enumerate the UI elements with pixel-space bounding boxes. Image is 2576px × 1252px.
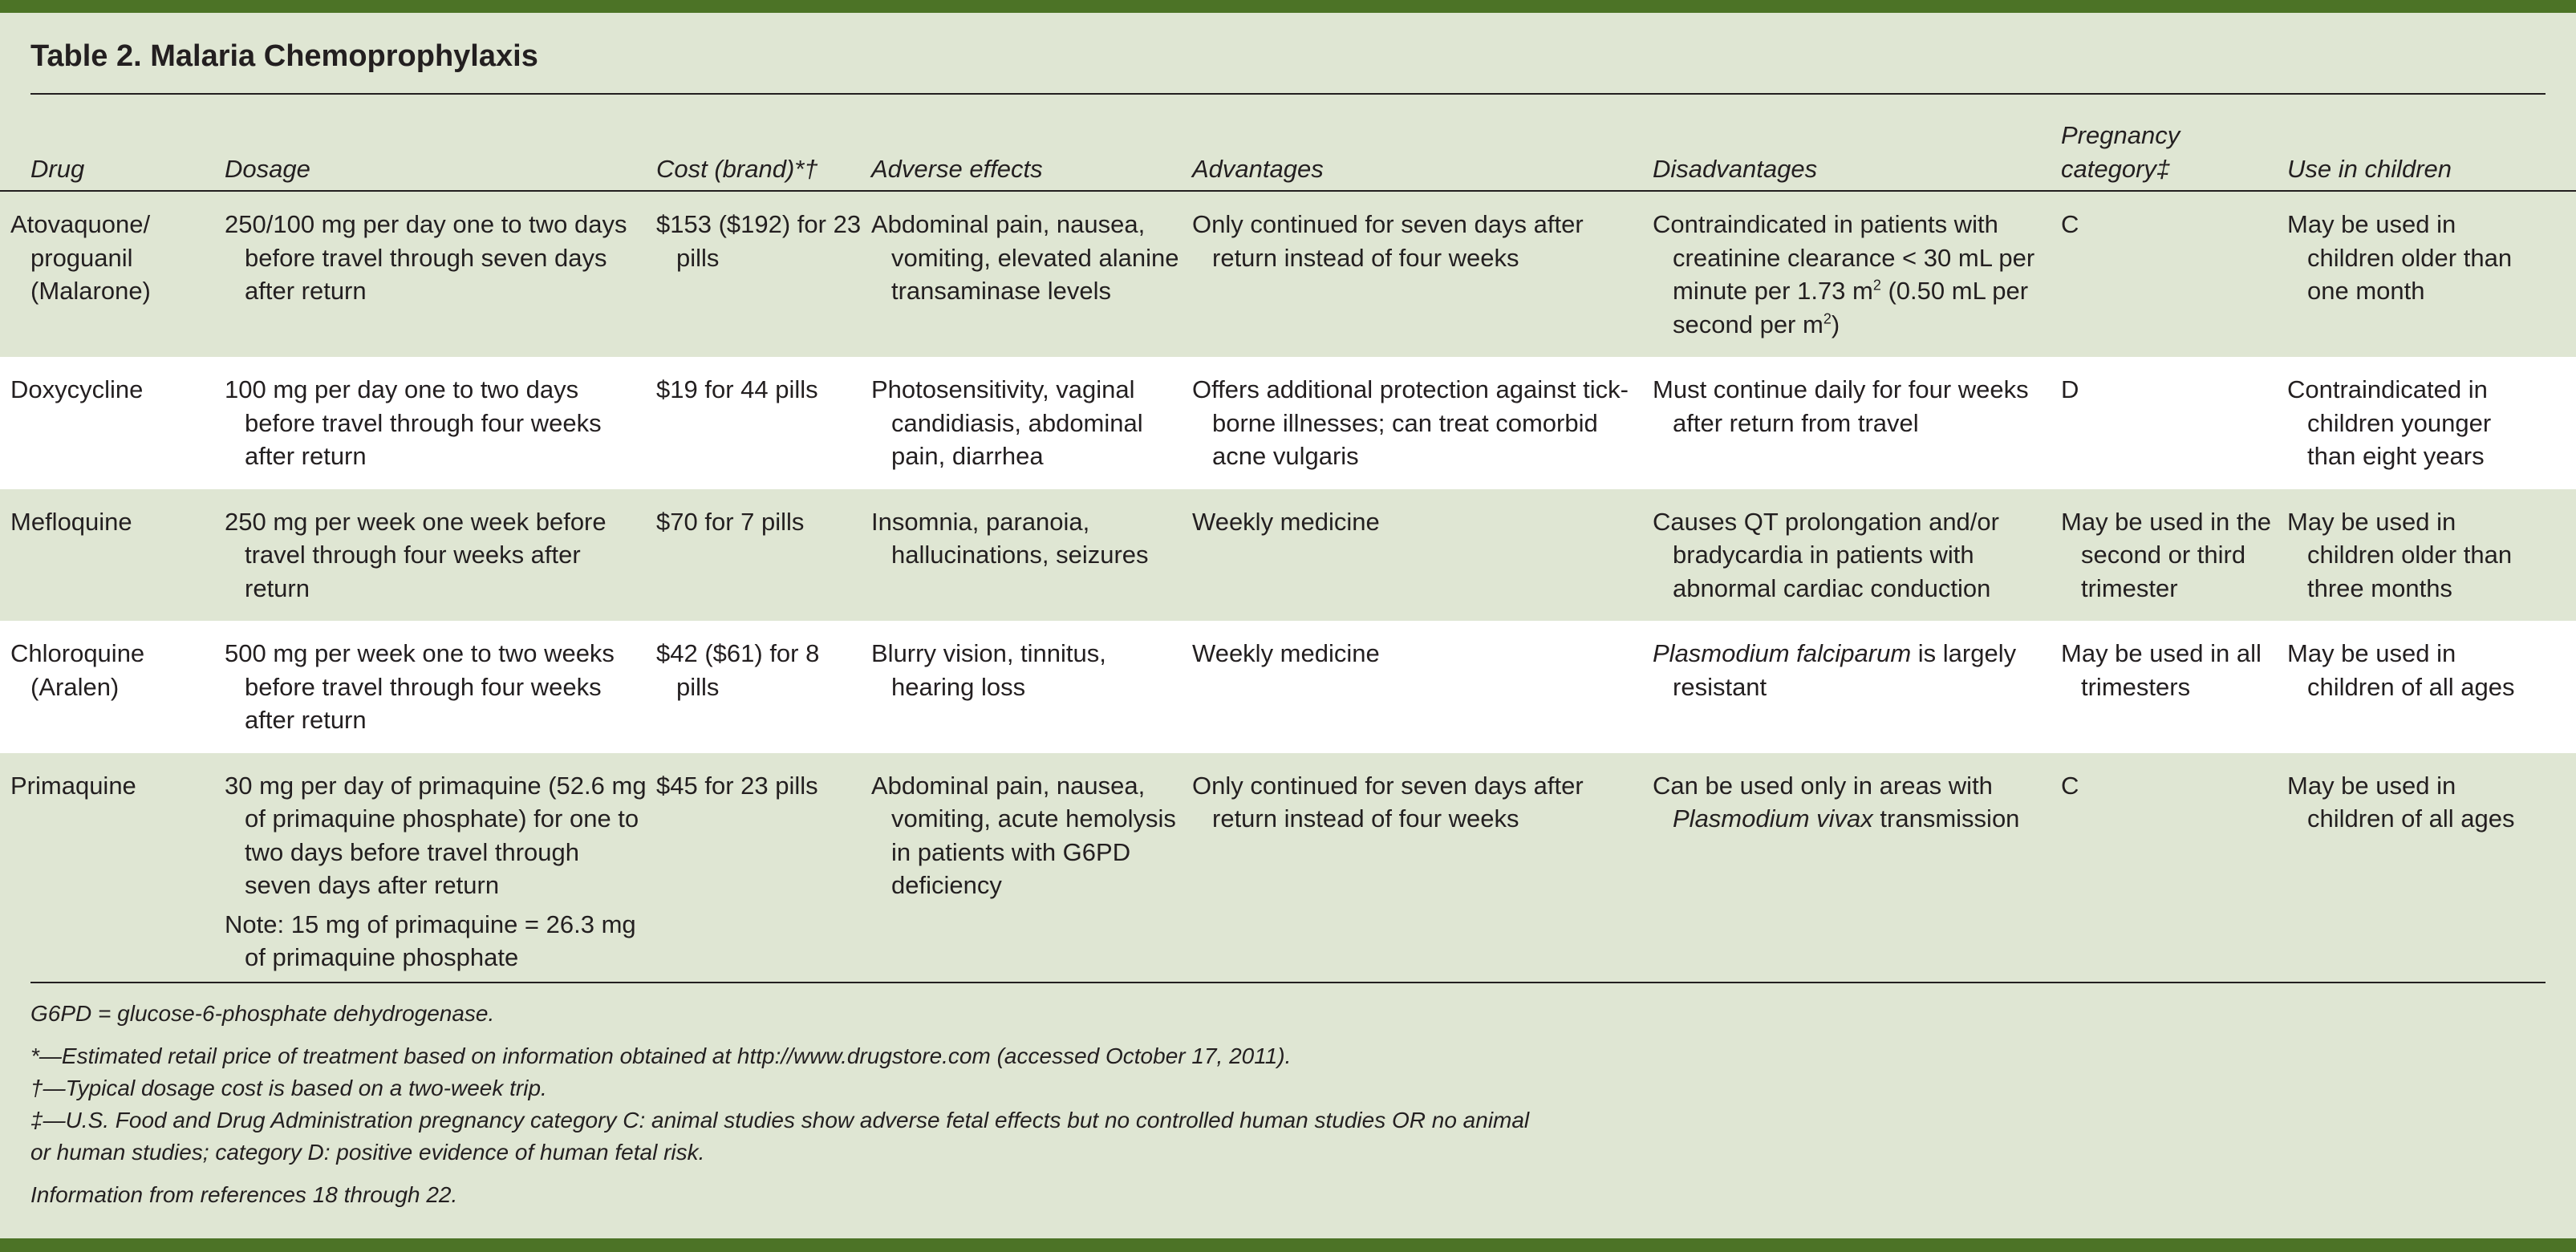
header-drug: Drug (0, 95, 225, 191)
advantages-cell: Only continued for seven days after return instead of four weeks (1192, 191, 1653, 357)
advantages-cell: Weekly medicine (1192, 489, 1653, 622)
cost-cell: $70 for 7 pills (656, 489, 871, 622)
disadvantages-text-c: ) (1831, 310, 1840, 338)
top-accent-bar (0, 0, 2576, 13)
pregnancy-cell: C (2061, 191, 2287, 357)
table-container (0, 95, 2576, 991)
table-row (0, 357, 2576, 489)
header-disadvantages: Disadvantages (1653, 95, 2061, 191)
header-row (0, 95, 2576, 191)
header-cost: Cost (brand)*† (656, 95, 871, 191)
header-adverse-effects: Adverse effects (871, 95, 1192, 191)
superscript-2: 2 (1823, 310, 1832, 327)
dosage-cell (225, 753, 656, 991)
species-name: Plasmodium vivax (1673, 804, 1873, 833)
advantages-cell: Offers additional protection against tick-borne illnesses; can treat comorbid acne vulgaris (1192, 357, 1653, 489)
cost-cell: $42 ($61) for 8 pills (656, 621, 871, 753)
cost-cell: $153 ($192) for 23 pills (656, 191, 871, 357)
footnote-dagger: †—Typical dosage cost is based on a two-week trip. (30, 1076, 547, 1100)
table-row (0, 191, 2576, 357)
footnote-source: Information from references 18 through 22. (30, 1182, 458, 1207)
header-pregnancy-line2: category‡ (2061, 154, 2171, 183)
pregnancy-cell: C (2061, 753, 2287, 991)
header-pregnancy-line1: Pregnancy (2061, 121, 2180, 149)
adverse-cell: Photosensitivity, vaginal candidiasis, abdominal pain, diarrhea (871, 357, 1192, 489)
disadvantages-cell (1653, 621, 2061, 753)
disadvantages-text-a: Contraindicated in patients with creatinine clearance < 30 mL per minute per 1.73 m (1653, 210, 2035, 305)
header-dosage: Dosage (225, 95, 656, 191)
table-title: Table 2. Malaria Chemoprophylaxis (30, 39, 538, 73)
cost-cell: $19 for 44 pills (656, 357, 871, 489)
drug-cell: Atovaquone/ proguanil (Malarone) (0, 191, 225, 357)
disadvantages-text-pre: Can be used only in areas with (1653, 771, 1993, 800)
disadvantages-text: is largely resistant (1673, 639, 2017, 701)
footnote-star: *—Estimated retail price of treatment based on information obtained at http://www.drugstore.com (accessed October 17, 2011). (30, 1043, 1292, 1068)
disadvantages-text-b: (0.50 mL per second per m (1673, 277, 2029, 338)
advantages-cell: Only continued for seven days after return instead of four weeks (1192, 753, 1653, 991)
children-cell: Contraindicated in children younger than eight years (2287, 357, 2576, 489)
header-advantages: Advantages (1192, 95, 1653, 191)
disadvantages-cell (1653, 191, 2061, 357)
species-name: Plasmodium falciparum (1653, 639, 1912, 667)
superscript-2: 2 (1872, 277, 1881, 294)
adverse-cell: Insomnia, paranoia, hallucinations, seizures (871, 489, 1192, 622)
cost-cell: $45 for 23 pills (656, 753, 871, 991)
children-cell: May be used in children older than one month (2287, 191, 2576, 357)
pregnancy-cell: May be used in the second or third trimester (2061, 489, 2287, 622)
dosage-text: 30 mg per day of primaquine (52.6 mg of primaquine phosphate) for one to two days before travel through seven days after return (225, 771, 647, 899)
table-row (0, 753, 2576, 991)
footnote-double-dagger-line2: or human studies; category D: positive evidence of human fetal risk. (30, 1140, 705, 1165)
disadvantages-cell: Must continue daily for four weeks after return from travel (1653, 357, 2061, 489)
children-cell: May be used in children of all ages (2287, 753, 2576, 991)
drug-cell: Mefloquine (0, 489, 225, 622)
pregnancy-cell: May be used in all trimesters (2061, 621, 2287, 753)
disadvantages-text-post: transmission (1872, 804, 2020, 833)
dosage-cell: 100 mg per day one to two days before travel through four weeks after return (225, 357, 656, 489)
table-row (0, 621, 2576, 753)
footnote-double-dagger (30, 1104, 1715, 1169)
header-use-in-children: Use in children (2287, 95, 2576, 191)
footnote-double-dagger-line1: ‡—U.S. Food and Drug Administration pregnancy category C: animal studies show adverse fetal effects but no controlled human studies OR no animal (30, 1108, 1530, 1132)
drug-cell: Primaquine (0, 753, 225, 991)
footnotes (30, 998, 1715, 1211)
adverse-cell: Abdominal pain, nausea, vomiting, acute hemolysis in patients with G6PD deficiency (871, 753, 1192, 991)
dosage-note: Note: 15 mg of primaquine = 26.3 mg of primaquine phosphate (225, 910, 636, 971)
chemoprophylaxis-table (0, 95, 2576, 991)
disadvantages-cell (1653, 753, 2061, 991)
children-cell: May be used in children older than three months (2287, 489, 2576, 622)
adverse-cell: Abdominal pain, nausea, vomiting, elevated alanine transaminase levels (871, 191, 1192, 357)
children-cell: May be used in children of all ages (2287, 621, 2576, 753)
dosage-cell: 250 mg per week one week before travel through four weeks after return (225, 489, 656, 622)
advantages-cell: Weekly medicine (1192, 621, 1653, 753)
footnote-rule (30, 982, 2546, 983)
pregnancy-cell: D (2061, 357, 2287, 489)
dosage-cell: 500 mg per week one to two weeks before travel through four weeks after return (225, 621, 656, 753)
table-row (0, 489, 2576, 622)
footnote-abbreviation: G6PD = glucose-6-phosphate dehydrogenase. (30, 1001, 495, 1026)
adverse-cell: Blurry vision, tinnitus, hearing loss (871, 621, 1192, 753)
drug-cell: Doxycycline (0, 357, 225, 489)
bottom-accent-bar (0, 1238, 2576, 1252)
disadvantages-cell: Causes QT prolongation and/or bradycardia in patients with abnormal cardiac conduction (1653, 489, 2061, 622)
drug-cell: Chloroquine (Aralen) (0, 621, 225, 753)
header-pregnancy-category (2061, 95, 2287, 191)
dosage-cell: 250/100 mg per day one to two days before travel through seven days after return (225, 191, 656, 357)
